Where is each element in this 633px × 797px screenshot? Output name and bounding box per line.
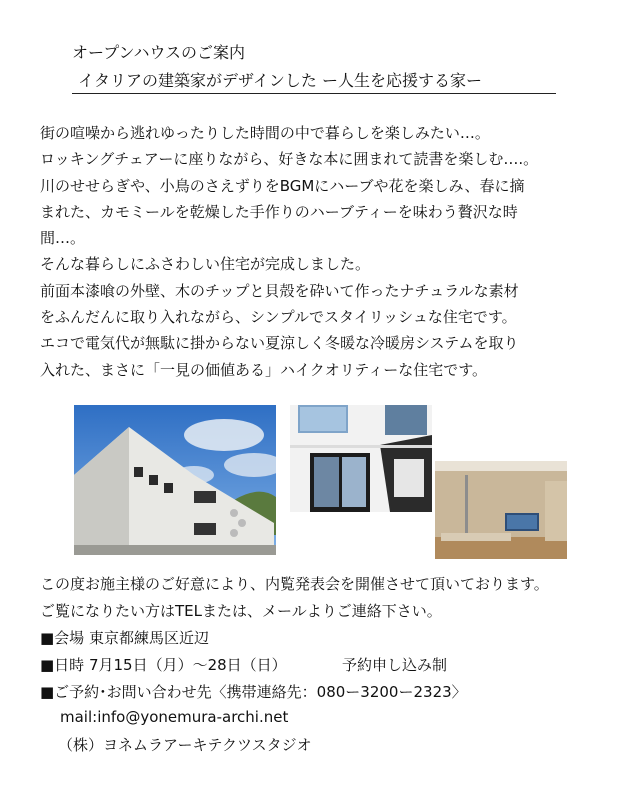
- intro-line: まれた、カモミールを乾燥した手作りのハーブティーを味わう贅沢な時: [40, 202, 518, 221]
- house-exterior-photo: [74, 405, 276, 555]
- intro-line: をふんだんに取り入れながら、シンプルでスタイリッシュな住宅です。: [40, 308, 517, 327]
- info-line-2: ご覧になりたい方はTELまたは、メールよりご連絡下さい。: [40, 602, 442, 620]
- intro-line: 間…。: [40, 229, 86, 248]
- venue-text: ■会場 東京都練馬区近辺: [40, 629, 209, 647]
- intro-line: 入れた、まさに「一見の価値ある」ハイクオリティーな住宅です。: [40, 360, 488, 379]
- bathroom-photo: [435, 461, 567, 559]
- intro-line: ロッキングチェアーに座りながら、好きな本に囲まれて読書を楽しむ….。: [40, 150, 539, 169]
- page-subtitle: イタリアの建築家がデザインした ー人生を応援する家ー: [78, 71, 482, 90]
- contact-text: ■ご予約･お問い合わせ先〈携帯連絡先：080ー3200ー2323〉: [40, 683, 467, 701]
- intro-paragraph: [40, 120, 538, 383]
- interior-atrium-photo: [290, 405, 432, 512]
- info-line-1: この度お施主様のご好意により、内覧発表会を開催させて頂いております。: [40, 575, 549, 593]
- title-underline: [72, 93, 556, 94]
- reservation-text: 予約申し込み制: [342, 656, 448, 674]
- intro-line: エコで電気代が無駄に掛からない夏涼しく冬暖な冷暖房システムを取り: [40, 334, 519, 353]
- mail-link[interactable]: mail:info@yonemura-archi.net: [60, 708, 289, 726]
- intro-line: そんな暮らしにふさわしい住宅が完成しました。: [40, 255, 371, 274]
- company-name: （株）ヨネムラアーキテクツスタジオ: [58, 736, 312, 754]
- page-title: オープンハウスのご案内: [72, 43, 245, 62]
- date-text: ■日時 7月15日（月）～28日（日）: [40, 656, 287, 674]
- intro-line: 川のせせらぎや、小鳥のさえずりをBGMにハーブや花を楽しみ、春に摘: [40, 176, 525, 195]
- intro-line: 街の喧噪から逃れゆったりした時間の中で暮らしを楽しみたい…。: [40, 124, 490, 142]
- intro-line: 前面本漆喰の外壁、木のチップと貝殻を砕いて作ったナチュラルな素材: [40, 281, 519, 300]
